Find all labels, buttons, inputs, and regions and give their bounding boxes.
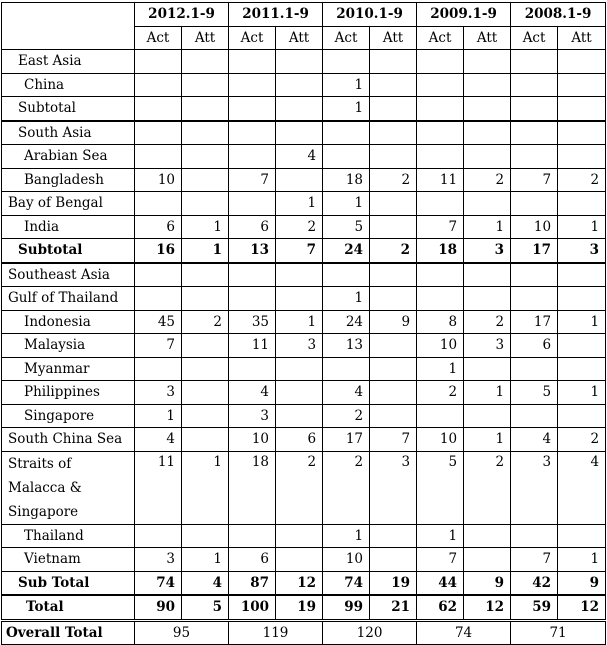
table-cell: 10 [417,334,464,358]
table-cell: 6 [229,548,276,572]
table-cell: 59 [511,595,558,620]
table-cell: 7 [511,548,558,572]
table-cell: 1 [323,287,370,311]
table-cell: 8 [417,310,464,334]
table-cell: 2 [323,451,370,524]
row-label: Malaysia [2,334,135,358]
table-cell [464,145,511,169]
table-cell: 18 [229,451,276,524]
table-cell: 11 [135,451,182,524]
att-header: Att [558,26,606,50]
table-cell: 3 [276,334,323,358]
table-cell [276,381,323,405]
table-cell [229,121,276,145]
table-cell: 10 [511,215,558,239]
table-cell: 1 [323,192,370,216]
table-cell: 24 [323,310,370,334]
table-cell [370,548,417,572]
table-cell [135,145,182,169]
table-cell [182,50,229,74]
table-cell: 2 [464,168,511,192]
table-cell: 1 [558,215,606,239]
att-header: Att [464,26,511,50]
table-cell: 1 [135,404,182,428]
table-cell: 24 [323,239,370,263]
table-cell: 1 [323,73,370,97]
table-cell: 5 [417,451,464,524]
table-cell [276,73,323,97]
table-cell [135,357,182,381]
table-cell: 1 [182,239,229,263]
table-cell [417,192,464,216]
table-cell: 10 [229,428,276,452]
table-cell: 1 [182,548,229,572]
row-label: Bangladesh [2,168,135,192]
table-cell: 11 [229,334,276,358]
row-label: Singapore [2,404,135,428]
table-cell [464,121,511,145]
table-cell: 10 [135,168,182,192]
table-cell: 4 [276,145,323,169]
table-cell: 5 [511,381,558,405]
table-cell: 90 [135,595,182,620]
table-cell [323,357,370,381]
table-cell: 17 [511,310,558,334]
row-label: Straits of Malacca & Singapore [2,451,135,524]
table-cell [276,548,323,572]
table-cell: 1 [323,97,370,121]
table-cell [417,73,464,97]
table-cell: 3 [229,404,276,428]
table-cell [417,50,464,74]
table-cell [370,381,417,405]
table-cell [558,404,606,428]
row-label: Bay of Bengal [2,192,135,216]
table-cell: 1 [417,357,464,381]
table-cell: 2 [370,239,417,263]
table-row [2,334,606,358]
table-cell: 62 [417,595,464,620]
table-cell: 13 [229,239,276,263]
table-cell [135,97,182,121]
table-cell [511,97,558,121]
table-row [2,287,606,311]
table-cell [323,263,370,287]
table-cell [464,192,511,216]
table-cell [182,168,229,192]
table-cell: 10 [323,548,370,572]
table-cell: 7 [276,239,323,263]
table-cell: 2 [464,451,511,524]
table-cell [370,50,417,74]
table-cell [276,121,323,145]
table-cell: 11 [417,168,464,192]
period-header: 2011.1-9 [229,3,323,27]
table-cell: 3 [464,334,511,358]
table-cell: 2 [417,381,464,405]
table-cell [182,357,229,381]
table-cell [370,524,417,548]
table-cell: 6 [229,215,276,239]
period-header: 2009.1-9 [417,3,511,27]
att-header: Att [182,26,229,50]
table-cell [417,263,464,287]
table-cell: 3 [135,548,182,572]
table-cell: 1 [276,192,323,216]
act-header: Act [135,26,182,50]
table-cell: 4 [323,381,370,405]
table-cell: 7 [135,334,182,358]
table-cell [558,73,606,97]
table-cell [558,357,606,381]
table-cell [276,404,323,428]
table-cell: 1 [558,381,606,405]
table-cell: 120 [323,620,417,645]
table-cell: 7 [370,428,417,452]
act-header: Act [229,26,276,50]
table-cell [558,121,606,145]
table-cell: 4 [558,451,606,524]
table-cell: 17 [511,239,558,263]
row-label: Thailand [2,524,135,548]
row-label: South Asia [2,121,135,145]
row-label: South China Sea [2,428,135,452]
table-cell [370,357,417,381]
table-cell [511,357,558,381]
table-cell: 2 [558,428,606,452]
table-cell: 12 [558,595,606,620]
table-cell: 3 [370,451,417,524]
table-cell [464,524,511,548]
table-cell [276,357,323,381]
table-cell [370,334,417,358]
table-cell: 7 [511,168,558,192]
table-cell: 18 [323,168,370,192]
table-cell [182,381,229,405]
table-cell: 1 [417,524,464,548]
table-cell [229,524,276,548]
table-cell [229,357,276,381]
total-label: Total [2,595,135,620]
table-cell [276,97,323,121]
table-cell: 2 [464,310,511,334]
table-cell: 7 [417,548,464,572]
table-cell: 6 [511,334,558,358]
table-cell [276,168,323,192]
table-cell [558,50,606,74]
table-cell: 13 [323,334,370,358]
table-cell: 4 [182,571,229,595]
table-cell [511,524,558,548]
table-row [2,215,606,239]
table-cell [417,145,464,169]
overall-total-label: Overall Total [2,620,135,645]
table-cell: 17 [323,428,370,452]
table-row [2,121,606,145]
act-header: Act [323,26,370,50]
att-header: Att [370,26,417,50]
table-cell: 9 [464,571,511,595]
table-cell [511,121,558,145]
table-cell [558,192,606,216]
table-row [2,50,606,74]
table-cell [182,192,229,216]
table-cell [182,334,229,358]
table-cell: 2 [370,168,417,192]
table-cell: 1 [276,310,323,334]
corner-cell [2,3,135,50]
table-cell: 18 [417,239,464,263]
table-cell [558,287,606,311]
table-cell [182,287,229,311]
table-cell [558,524,606,548]
table-cell [511,263,558,287]
row-label: Subtotal [2,97,135,121]
table-cell [135,287,182,311]
table-cell [370,145,417,169]
table-cell: 71 [511,620,606,645]
table-cell: 1 [182,451,229,524]
table-row [2,357,606,381]
table-cell [182,73,229,97]
table-cell: 5 [323,215,370,239]
table-row [2,548,606,572]
table-cell [464,263,511,287]
table-cell: 4 [229,381,276,405]
table-cell: 7 [417,215,464,239]
table-cell [229,73,276,97]
period-header: 2012.1-9 [135,3,229,27]
table-cell: 12 [464,595,511,620]
row-label: India [2,215,135,239]
table-cell [323,121,370,145]
table-row [2,428,606,452]
table-body [2,50,606,596]
table-cell: 10 [417,428,464,452]
table-cell [558,145,606,169]
table-cell: 4 [511,428,558,452]
table-cell: 6 [135,215,182,239]
table-row [2,73,606,97]
period-header: 2010.1-9 [323,3,417,27]
row-label: Subtotal [2,239,135,263]
table-cell: 1 [558,310,606,334]
table-cell [135,524,182,548]
period-header: 2008.1-9 [511,3,606,27]
table-cell [370,73,417,97]
table-cell [370,97,417,121]
table-cell [229,192,276,216]
total-row [2,595,606,620]
table-cell: 7 [229,168,276,192]
table-cell [417,121,464,145]
period-header-row [2,3,606,27]
table-cell [229,50,276,74]
table-row [2,192,606,216]
row-label: Philippines [2,381,135,405]
table-cell [370,192,417,216]
table-cell [370,287,417,311]
act-header: Act [417,26,464,50]
overall-total-row [2,620,606,645]
table-cell: 2 [276,215,323,239]
table-cell: 1 [182,215,229,239]
table-cell [182,404,229,428]
row-label: Myanmar [2,357,135,381]
table-cell [276,50,323,74]
table-cell: 2 [558,168,606,192]
table-cell: 2 [323,404,370,428]
table-cell: 44 [417,571,464,595]
table-cell: 1 [464,215,511,239]
table-cell [464,50,511,74]
table-cell [464,73,511,97]
table-row [2,524,606,548]
table-row [2,404,606,428]
row-label: Indonesia [2,310,135,334]
table-cell: 99 [323,595,370,620]
row-label: Vietnam [2,548,135,572]
table-cell [370,215,417,239]
table-cell [135,121,182,145]
table-cell [417,404,464,428]
table-cell [135,73,182,97]
table-row [2,168,606,192]
table-cell: 2 [182,310,229,334]
table-cell [511,145,558,169]
table-cell: 16 [135,239,182,263]
table-cell: 45 [135,310,182,334]
table-cell [558,334,606,358]
table-cell: 119 [229,620,323,645]
table-row [2,145,606,169]
table-cell: 87 [229,571,276,595]
table-cell: 1 [558,548,606,572]
table-cell [511,73,558,97]
table-cell [370,121,417,145]
table-cell [464,404,511,428]
table-cell: 3 [558,239,606,263]
table-cell: 3 [511,451,558,524]
act-header: Act [511,26,558,50]
table-cell [182,428,229,452]
table-cell [276,287,323,311]
table-cell: 9 [370,310,417,334]
table-cell: 100 [229,595,276,620]
table-cell: 21 [370,595,417,620]
table-cell [417,287,464,311]
table-cell: 19 [370,571,417,595]
table-cell: 5 [182,595,229,620]
row-label: Southeast Asia [2,263,135,287]
table-cell [276,263,323,287]
row-label: China [2,73,135,97]
table-cell: 12 [276,571,323,595]
table-cell [558,97,606,121]
table-cell [276,524,323,548]
table-cell [323,50,370,74]
table-cell [511,404,558,428]
table-row [2,571,606,595]
table-cell [229,145,276,169]
table-cell [135,192,182,216]
table-cell: 1 [464,381,511,405]
table-row [2,381,606,405]
table-cell [182,145,229,169]
table-cell [464,97,511,121]
table-cell: 35 [229,310,276,334]
table-cell [182,524,229,548]
table-row [2,97,606,121]
table-cell [370,263,417,287]
table-cell: 95 [135,620,229,645]
table-cell [182,121,229,145]
table-row [2,310,606,334]
table-cell: 3 [135,381,182,405]
table-cell [511,287,558,311]
table-cell: 3 [464,239,511,263]
table-cell [135,263,182,287]
table-cell [464,357,511,381]
table-cell: 9 [558,571,606,595]
table-cell: 4 [135,428,182,452]
row-label: Sub Total [2,571,135,595]
row-label: Arabian Sea [2,145,135,169]
table-row [2,263,606,287]
table-cell [558,263,606,287]
table-cell [182,97,229,121]
table-cell [229,287,276,311]
table-cell: 6 [276,428,323,452]
table-cell: 74 [135,571,182,595]
table-cell [464,287,511,311]
table-row [2,239,606,263]
row-label: East Asia [2,50,135,74]
table-row [2,451,606,524]
table-cell [417,97,464,121]
att-header: Att [276,26,323,50]
table-cell [182,263,229,287]
table-cell [135,50,182,74]
table-cell [511,192,558,216]
table-cell [464,548,511,572]
incident-table [1,2,606,645]
row-label: Gulf of Thailand [2,287,135,311]
table-cell: 74 [417,620,511,645]
table-cell [511,50,558,74]
table-cell [229,97,276,121]
table-cell: 2 [276,451,323,524]
table-cell [323,145,370,169]
table-cell: 74 [323,571,370,595]
table-cell: 42 [511,571,558,595]
table-cell: 1 [464,428,511,452]
table-cell [229,263,276,287]
table-cell: 1 [323,524,370,548]
table-cell [370,404,417,428]
table-cell: 19 [276,595,323,620]
